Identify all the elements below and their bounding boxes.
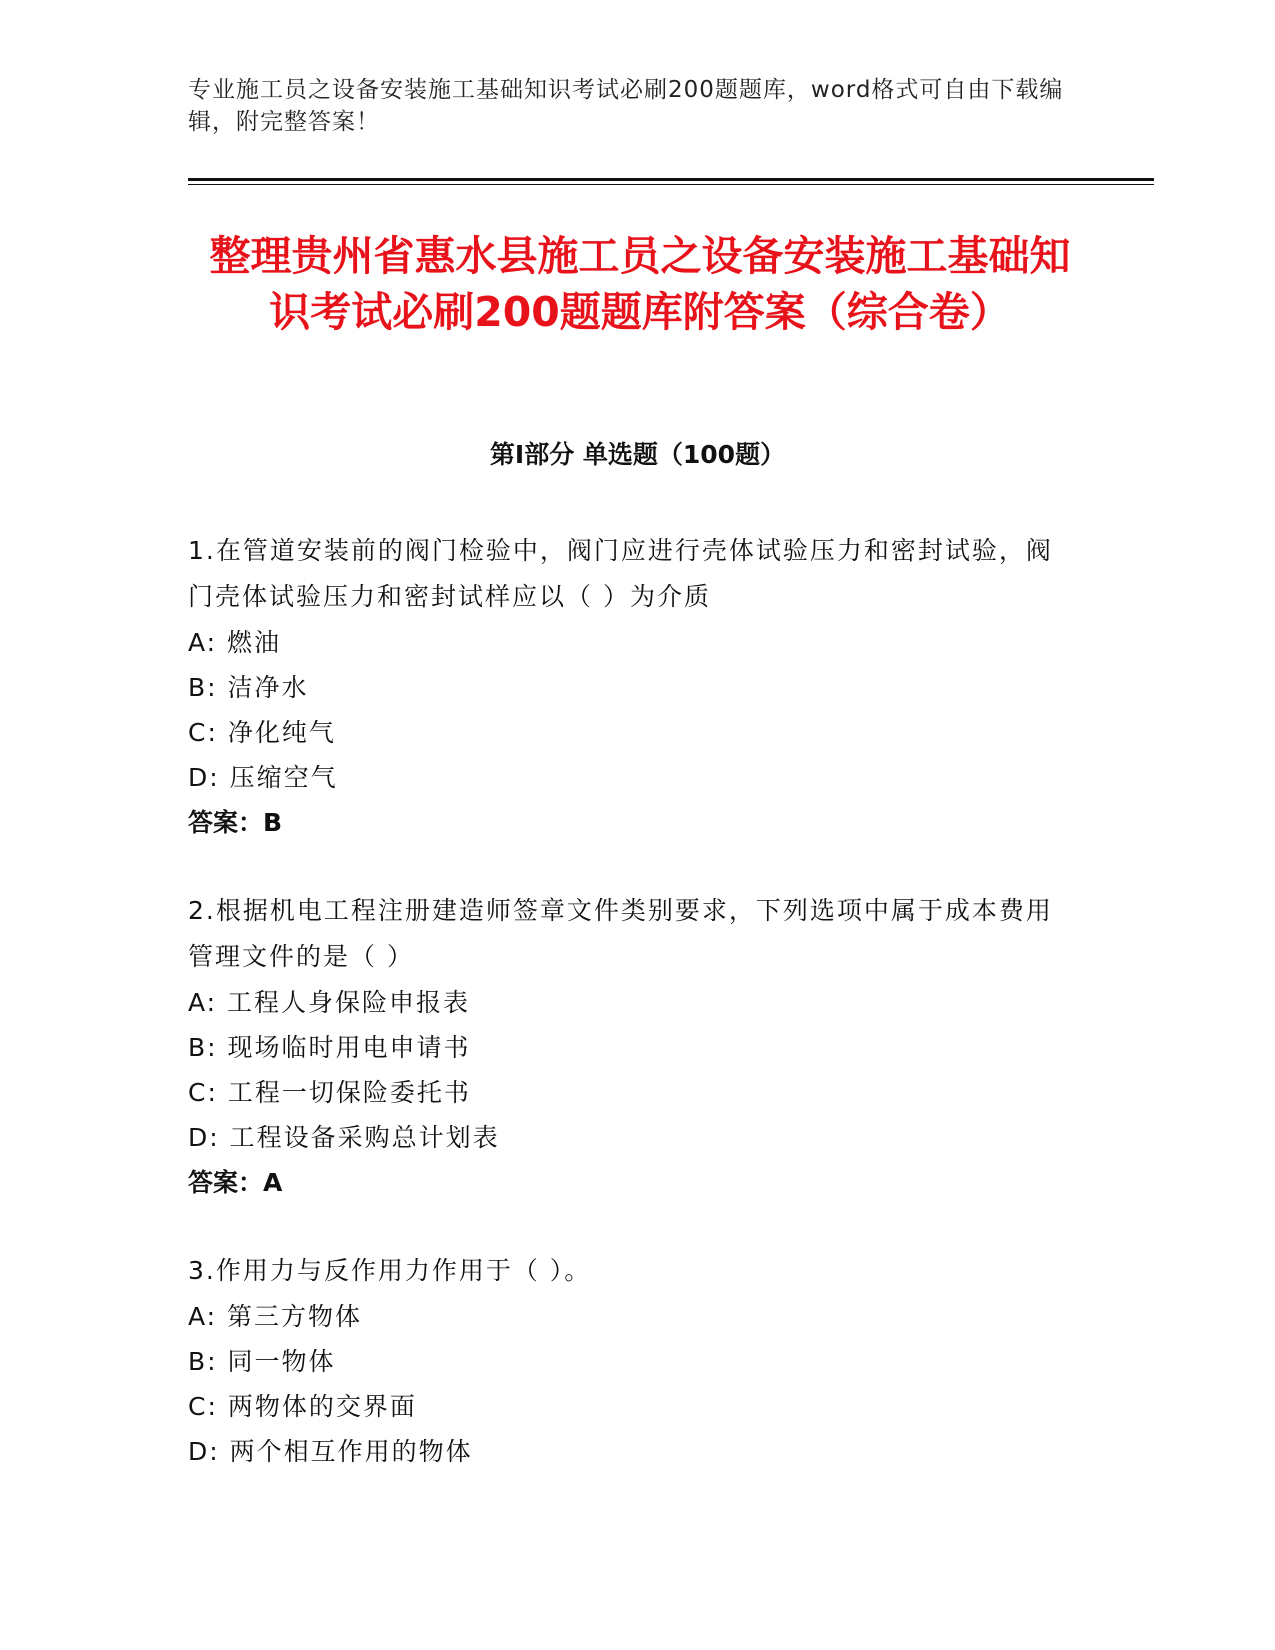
option-b: B: 洁净水 <box>188 673 309 702</box>
option-c: C: 净化纯气 <box>188 718 336 747</box>
question-list <box>188 528 1068 1516</box>
option-b: B: 同一物体 <box>188 1347 336 1376</box>
option-a: A: 工程人身保险申报表 <box>188 988 471 1017</box>
question-3 <box>188 1248 1068 1474</box>
section-heading: 第Ⅰ部分 单选题（100题） <box>489 440 786 469</box>
option-c: C: 两物体的交界面 <box>188 1392 417 1421</box>
option-c: C: 工程一切保险委托书 <box>188 1078 471 1107</box>
question-stem: 1.在管道安装前的阀门检验中，阀门应进行壳体试验压力和密封试验，阀门壳体试验压力和密封试样应以（ ）为介质 <box>188 536 1053 611</box>
header-rule-thick <box>188 178 1154 181</box>
header-note: 专业施工员之设备安装施工基础知识考试必刷200题题库，word格式可自由下载编辑，附完整答案！ <box>188 77 1064 135</box>
option-d: D: 两个相互作用的物体 <box>188 1437 473 1466</box>
answer-line: 答案：A <box>188 1168 283 1197</box>
option-a: A: 第三方物体 <box>188 1302 363 1331</box>
option-d: D: 压缩空气 <box>188 763 338 792</box>
option-a: A: 燃油 <box>188 628 282 657</box>
question-stem: 3.作用力与反作用力作用于（ ）。 <box>188 1256 592 1285</box>
answer-line: 答案：B <box>188 808 283 837</box>
option-d: D: 工程设备采购总计划表 <box>188 1123 500 1152</box>
question-2 <box>188 888 1068 1206</box>
question-stem: 2.根据机电工程注册建造师签章文件类别要求，下列选项中属于成本费用管理文件的是（ ） <box>188 896 1053 971</box>
header-rule-thin <box>188 184 1154 185</box>
question-1 <box>188 528 1068 846</box>
document-title: 整理贵州省惠水县施工员之设备安装施工基础知识考试必刷200题题库附答案（综合卷） <box>209 232 1071 336</box>
option-b: B: 现场临时用电申请书 <box>188 1033 471 1062</box>
